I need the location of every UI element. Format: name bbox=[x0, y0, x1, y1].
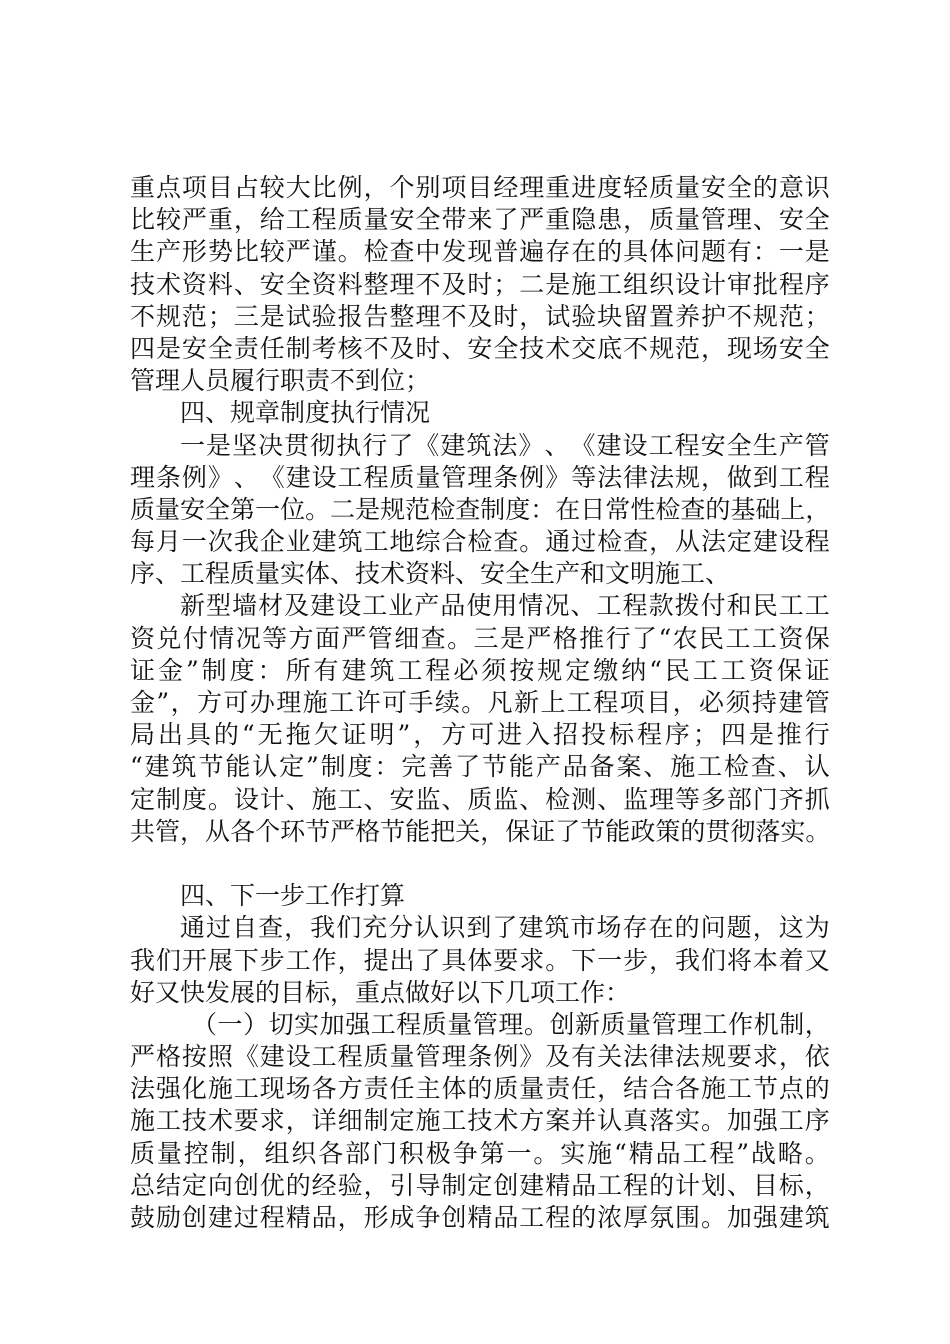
text-line: 证 金 ” 制 度 ： 所 有 建 筑 工 程 必 须 按 规 定 缴 纳 “ 民 工 工 资 保 证 bbox=[130, 655, 830, 685]
text-line: 技 术 资 料 、 安 全 资 料 整 理 不 及 时 ； 二 是 施 工 组 织 设 计 审 批 程 序 bbox=[130, 269, 830, 299]
text-line: 新 型 墙 材 及 建 设 工 业 产 品 使 用 情 况 、 工 程 款 拨 付 和 民 工 工 bbox=[180, 591, 830, 621]
text-line: 好又快发展的目标，重点做好以下几项工作： bbox=[130, 977, 631, 1007]
blank-line bbox=[130, 848, 830, 880]
text-line: 局 出 具 的 “ 无 拖 欠 证 明 ” ， 方 可 进 入 招 投 标 程 序 ； 四 是 推 行 bbox=[130, 720, 830, 750]
text-line: 定 制 度 。 设 计 、 施 工 、 安 监 、 质 监 、 检 测 、 监 理 等 多 部 门 齐 抓 bbox=[130, 784, 830, 814]
text-line: 比 较 严 重 ， 给 工 程 质 量 安 全 带 来 了 严 重 隐 患 ， 质 量 管 理 、 安 全 bbox=[130, 205, 830, 235]
text-line: 管理人员履行职责不到位； bbox=[130, 366, 431, 396]
text-line: 总 结 定 向 创 优 的 经 验 ， 引 导 制 定 创 建 精 品 工 程 的 计 划 、 目 标 ， bbox=[130, 1170, 830, 1200]
text-line: 金 ” ， 方 可 办 理 施 工 许 可 手 续 。 凡 新 上 工 程 项 目 ， 必 须 持 建 管 bbox=[130, 688, 830, 717]
text-line: 资 兑 付 情 况 等 方 面 严 管 细 查 。 三 是 严 格 推 行 了 “ 农 民 工 工 资 保 bbox=[130, 623, 830, 653]
text-line: “ 建 筑 节 能 认 定 ” 制 度 ： 完 善 了 节 能 产 品 备 案 、 施 工 检 查 、 认 bbox=[130, 752, 830, 782]
text-line: 生 产 形 势 比 较 严 谨 。 检 查 中 发 现 普 遍 存 在 的 具 体 问 题 有 ： 一 是 bbox=[130, 237, 830, 267]
text-line: 共 管 ， 从 各 个 环 节 严 格 节 能 把 关 ， 保 证 了 节 能 政 策 的 贯 彻 落 实 。 bbox=[130, 816, 831, 846]
text-line: 序、工程质量实体、技术资料、安全生产和文明施工、 bbox=[130, 559, 731, 589]
text-line: 一 是 坚 决 贯 彻 执 行 了 《 建 筑 法 》 、 《 建 设 工 程 安 全 生 产 管 bbox=[180, 430, 830, 460]
text-line: （ 一 ） 切 实 加 强 工 程 质 量 管 理 。 创 新 质 量 管 理 工 作 机 制 ， bbox=[192, 1009, 830, 1039]
text-line: 重 点 项 目 占 较 大 比 例 ， 个 别 项 目 经 理 重 进 度 轻 质 量 安 全 的 意 识 bbox=[130, 173, 830, 202]
text-line: 严 格 按 照 《 建 设 工 程 质 量 管 理 条 例 》 及 有 关 法 律 法 规 要 求 ， 依 bbox=[130, 1042, 830, 1072]
text-line: 通 过 自 查 ， 我 们 充 分 认 识 到 了 建 筑 市 场 存 在 的 问 题 ， 这 为 bbox=[180, 913, 830, 943]
text-line: 鼓 励 创 建 过 程 精 品 ， 形 成 争 创 精 品 工 程 的 浓 厚 氛 围 。 加 强 建 筑 bbox=[130, 1203, 830, 1232]
text-line: 四 是 安 全 责 任 制 考 核 不 及 时 、 安 全 技 术 交 底 不 规 范 ， 现 场 安 全 bbox=[130, 333, 830, 363]
text-line: 理 条 例 》 、 《 建 设 工 程 质 量 管 理 条 例 》 等 法 律 法 规 ， 做 到 工 程 bbox=[130, 462, 830, 492]
text-line: 法 强 化 施 工 现 场 各 方 责 任 主 体 的 质 量 责 任 ， 结 合 各 施 工 节 点 的 bbox=[130, 1074, 830, 1104]
text-line: 质 量 安 全 第 一 位 。 二 是 规 范 检 查 制 度 ： 在 日 常 性 检 查 的 基 础 上 ， bbox=[130, 494, 831, 524]
text-line: 每 月 一 次 我 企 业 建 筑 工 地 综 合 检 查 。 通 过 检 查 ， 从 法 定 建 设 程 bbox=[130, 527, 830, 557]
text-line: 质 量 控 制 ， 组 织 各 部 门 积 极 争 第 一 。 实 施 “ 精 品 工 程 ” 战 略 。 bbox=[130, 1138, 830, 1168]
text-line: 施 工 技 术 要 求 ， 详 细 制 定 施 工 技 术 方 案 并 认 真 落 实 。 加 强 工 序 bbox=[130, 1106, 830, 1136]
section-heading: 四、下一步工作打算 bbox=[180, 881, 406, 911]
text-line: 我 们 开 展 下 步 工 作 ， 提 出 了 具 体 要 求 。 下 一 步 ， 我 们 将 本 着 又 bbox=[130, 945, 830, 975]
text-line: 不 规 范 ； 三 是 试 验 报 告 整 理 不 及 时 ， 试 验 块 留 置 养 护 不 规 范 ； bbox=[130, 301, 830, 331]
section-heading: 四、规章制度执行情况 bbox=[180, 398, 431, 428]
document-body bbox=[130, 172, 830, 1234]
